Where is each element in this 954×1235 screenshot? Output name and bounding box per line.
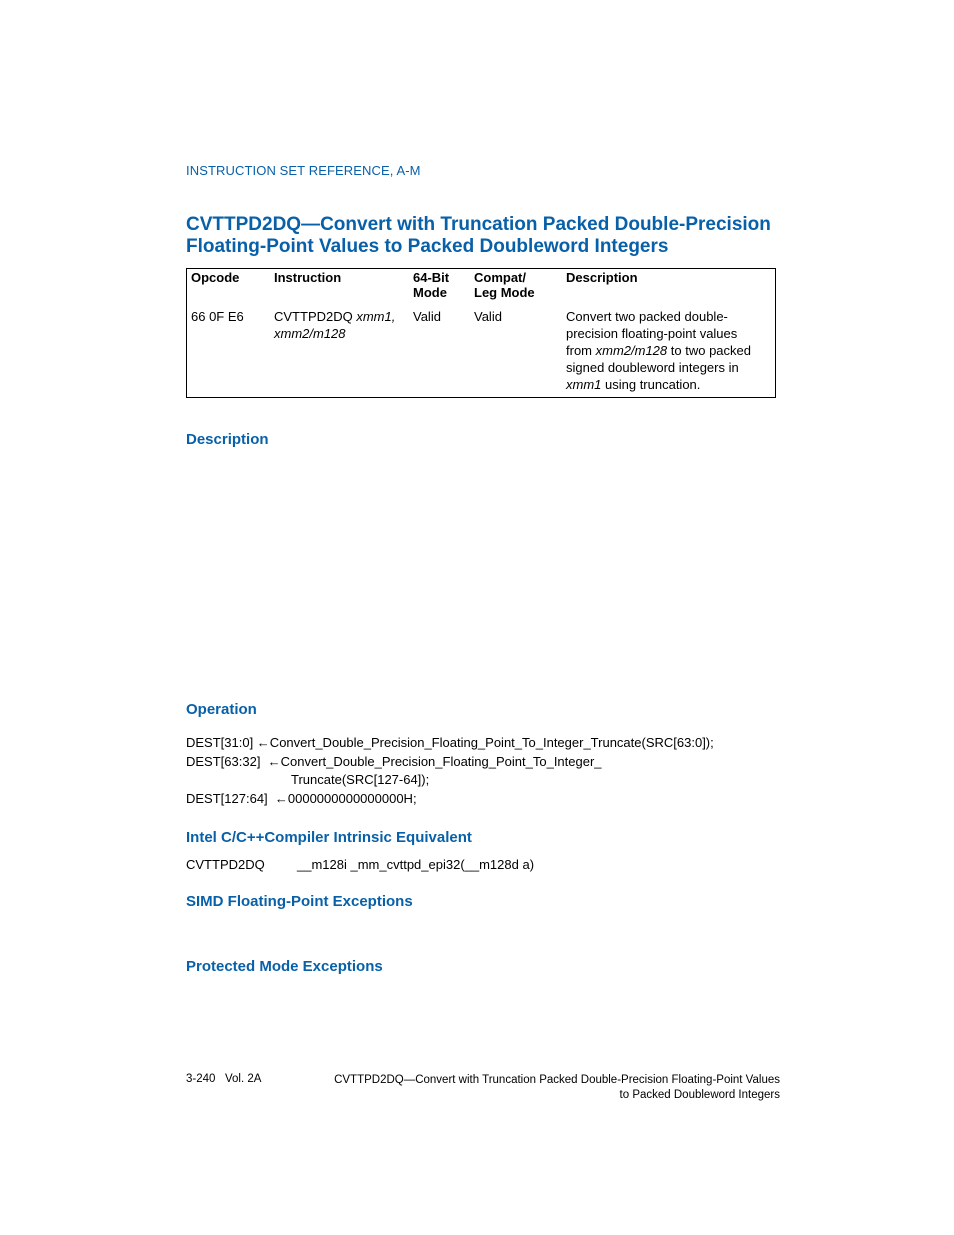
desc-line-5b: using truncation. [601, 377, 701, 392]
col-header-compat-mode [474, 270, 535, 300]
footer-page-number: 3-240 Vol. 2A [186, 1073, 262, 1085]
instruction-mnemonic: CVTTPD2DQ [274, 309, 357, 324]
col-header-64bit-line-2: Mode [413, 285, 447, 300]
col-header-description: Description [566, 270, 638, 285]
col-header-instruction: Instruction [274, 270, 342, 285]
instruction-operand-2: xmm2/m128 [274, 326, 346, 341]
col-header-64bit-mode [413, 270, 449, 300]
code-line-4: DEST[127:64] ←0000000000000000H; [186, 790, 417, 806]
code-line-1: DEST[31:0] ←Convert_Double_Precision_Floating_Point_To_Integer_Truncate(SRC[63:0]); [186, 735, 714, 750]
section-heading-protected-mode: Protected Mode Exceptions [186, 958, 383, 975]
intrinsic-row [186, 857, 535, 872]
page-title [186, 214, 786, 258]
col-header-compat-line-2: Leg Mode [474, 285, 535, 300]
footer-title-line-2: to Packed Doubleword Integers [619, 1088, 780, 1101]
section-heading-simd-exceptions: SIMD Floating-Point Exceptions [186, 893, 413, 910]
intrinsic-name: CVTTPD2DQ [186, 857, 265, 872]
section-heading-description: Description [186, 431, 269, 448]
page-title-line-2: Floating-Point Values to Packed Doubleword Integers [186, 236, 669, 257]
col-header-64bit-line-1: 64-Bit [413, 270, 450, 285]
desc-line-5a: xmm1 [566, 377, 602, 392]
desc-line-1: Convert two packed double- [566, 309, 728, 324]
desc-line-3a: from [566, 343, 596, 358]
footer-title [334, 1073, 780, 1102]
section-heading-operation: Operation [186, 701, 257, 718]
cell-64bit-mode: Valid [413, 309, 441, 324]
cell-opcode: 66 0F E6 [191, 309, 244, 324]
code-line-3: Truncate(SRC[127-64]); [291, 772, 430, 787]
opcode-table [186, 268, 776, 398]
desc-line-3c: to two packed [667, 343, 751, 358]
operation-code [186, 734, 714, 808]
code-line-2: DEST[63:32] ←Convert_Double_Precision_Floating_Point_To_Integer_ [186, 753, 602, 769]
cell-compat-mode: Valid [474, 309, 502, 324]
col-header-compat-line-1: Compat/ [474, 270, 526, 285]
section-heading-intrinsic: Intel C/C++Compiler Intrinsic Equivalent [186, 829, 472, 846]
instruction-operand-1: xmm1, [356, 309, 396, 324]
col-header-opcode: Opcode [191, 270, 240, 285]
intrinsic-signature: __m128i _mm_cvttpd_epi32(__m128d a) [297, 857, 535, 872]
running-head: INSTRUCTION SET REFERENCE, A-M [186, 163, 421, 178]
page-title-line-1: CVTTPD2DQ—Convert with Truncation Packed Double-Precision [186, 214, 771, 235]
desc-line-2: precision floating-point values [566, 326, 738, 341]
desc-line-4: signed doubleword integers in [566, 360, 739, 375]
desc-line-3b: xmm2/m128 [595, 343, 668, 358]
cell-instruction [274, 308, 399, 342]
footer-title-line-1: CVTTPD2DQ—Convert with Truncation Packed Double-Precision Floating-Point Values [334, 1074, 780, 1086]
cell-description [566, 308, 771, 393]
